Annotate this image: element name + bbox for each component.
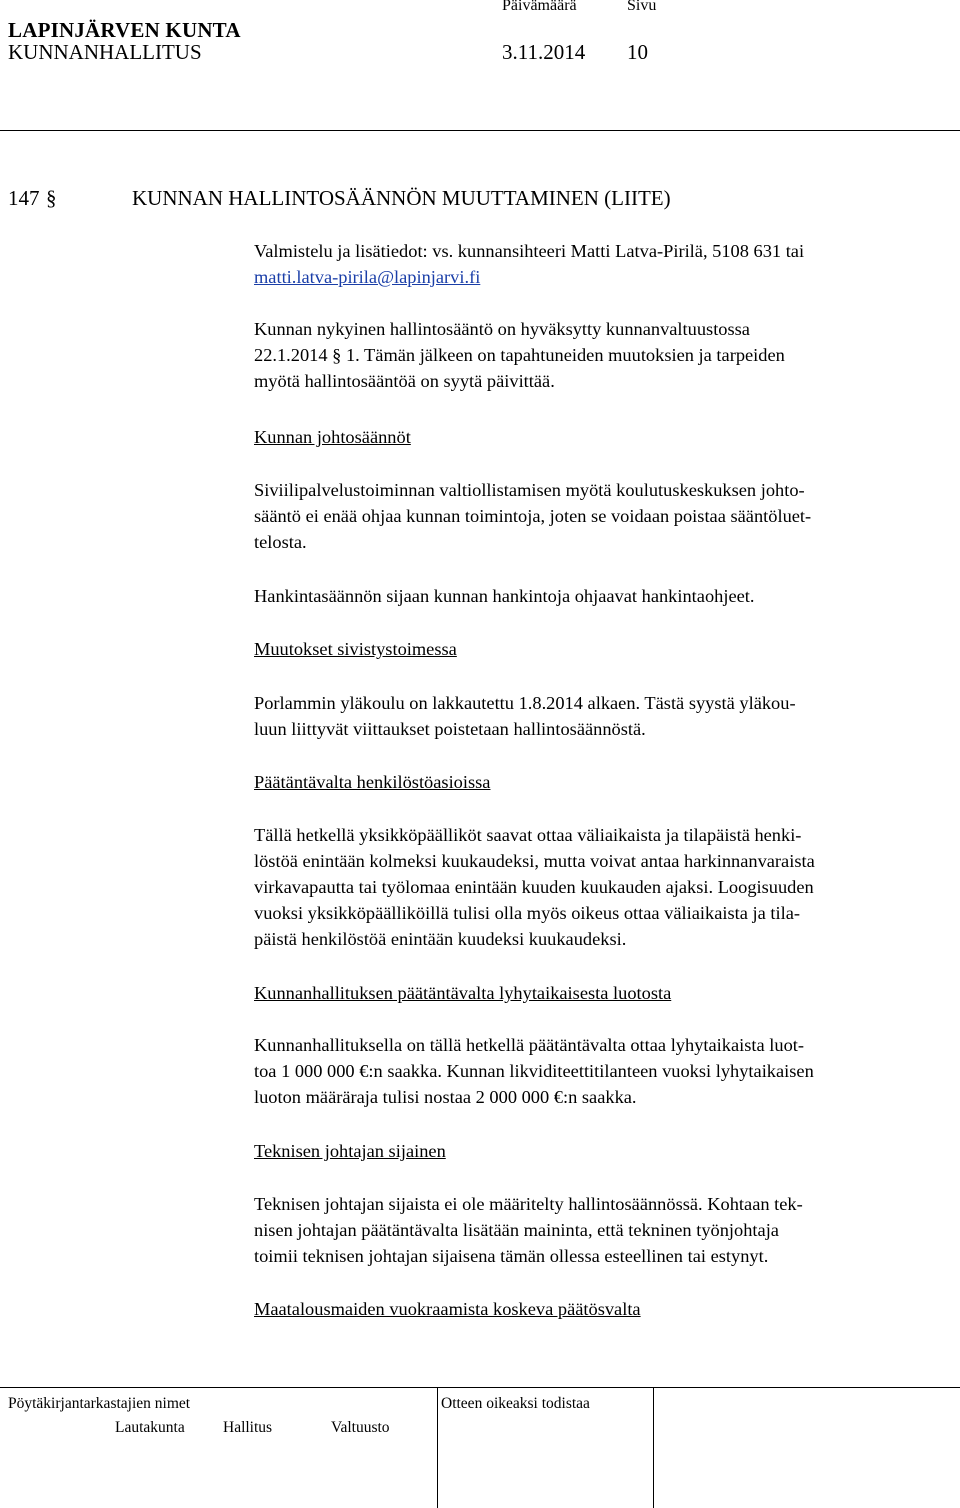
heading-sivistys: Muutokset sivistystoimessa [254, 639, 457, 659]
luotto-heading-block [254, 980, 954, 1006]
paragraph-line: toimii teknisen johtajan sijaisena tämän ollessa esteellinen tai estynyt. [254, 1246, 769, 1266]
paragraph-line: päistä henkilöstöä enintään kuudeksi kuukaudeksi. [254, 929, 627, 949]
heading-luotto: Kunnanhallituksen päätäntävalta lyhytaikaisesta luotosta [254, 983, 672, 1003]
heading-johtosaannot: Kunnan johtosäännöt [254, 427, 411, 447]
section-title: KUNNAN HALLINTOSÄÄNNÖN MUUTTAMINEN (LIITE) [132, 186, 671, 210]
department-name: KUNNANHALLITUS [8, 40, 202, 64]
johtosaannot-heading-block [254, 424, 954, 450]
intro-line: Kunnan nykyinen hallintosääntö on hyväksytty kunnanvaltuustossa [254, 319, 750, 339]
heading-henkilosto: Päätäntävalta henkilöstöasioissa [254, 772, 491, 792]
heading-maatalous: Maatalousmaiden vuokraamista koskeva päätösvalta [254, 1299, 641, 1319]
paragraph-line: toa 1 000 000 €:n saakka. Kunnan likviditeettitilanteen vuoksi lyhytaikaisen [254, 1061, 814, 1081]
henkilosto-paragraph [254, 822, 954, 952]
sivistys-paragraph [254, 690, 954, 742]
paragraph-line: Hankintasäännön sijaan kunnan hankintoja ohjaavat hankintaohjeet. [254, 586, 755, 606]
intro-date: 22.1.2014 [254, 345, 328, 365]
paragraph-line: Teknisen johtajan sijaista ei ole määritelty hallintosäännössä. Kohtaan tek- [254, 1194, 803, 1214]
paragraph-line: sääntö ei enää ohjaa kunnan toimintoja, joten se voidaan poistaa sääntöluet- [254, 506, 812, 526]
paragraph-line: Tällä hetkellä yksikköpäälliköt saavat ottaa väliaikaista ja tilapäistä henki- [254, 825, 802, 845]
certified-label: Otteen oikeaksi todistaa [441, 1395, 590, 1412]
intro-section-symbol: § [332, 345, 342, 365]
footer-col-valtuusto: Valtuusto [331, 1419, 390, 1436]
footer-separator-1 [437, 1387, 438, 1508]
email-link[interactable]: matti.latva-pirila@lapinjarvi.fi [254, 267, 481, 287]
maatalous-heading-block [254, 1296, 954, 1322]
paragraph-line: löstöä enintään kolmeksi kuukaudeksi, mutta voivat antaa harkinnanvaraista [254, 851, 815, 871]
intro-line [254, 342, 954, 368]
paragraph-line: Porlammin yläkoulu on lakkautettu 1.8.2014 alkaen. Tästä syystä yläkou- [254, 693, 796, 713]
page-label: Sivu [627, 0, 657, 14]
luotto-paragraph [254, 1032, 954, 1110]
footer-divider [0, 1387, 960, 1388]
footer-col-hallitus: Hallitus [223, 1419, 273, 1436]
intro-text: 1. Tämän jälkeen on tapahtuneiden muutoksien ja tarpeiden [345, 345, 785, 365]
section-symbol: § [46, 186, 57, 210]
paragraph-line: telosta. [254, 532, 307, 552]
organization-name: LAPINJÄRVEN KUNTA [8, 18, 241, 42]
preparation-block [254, 238, 954, 290]
reviewers-label: Pöytäkirjantarkastajien nimet [8, 1395, 191, 1412]
footer-col-lautakunta: Lautakunta [115, 1419, 185, 1436]
footer-separator-2 [653, 1387, 654, 1508]
preparation-text: Valmistelu ja lisätiedot: vs. kunnansihteeri Matti Latva-Pirilä, 5108 631 tai [254, 241, 805, 261]
paragraph-line: vuoksi yksikköpäälliköillä tulisi olla myös oikeus ottaa väliaikaista ja tila- [254, 903, 801, 923]
intro-line: myötä hallintosääntöä on syytä päivittää. [254, 371, 555, 391]
paragraph-line: Kunnanhallituksella on tällä hetkellä päätäntävalta ottaa lyhytaikaista luot- [254, 1035, 804, 1055]
date-label: Päivämäärä [502, 0, 577, 14]
heading-tekninen: Teknisen johtajan sijainen [254, 1141, 446, 1161]
paragraph-line: nisen johtajan päätäntävalta lisätään maininta, että tekninen työnjohtaja [254, 1220, 779, 1240]
hankinta-paragraph [254, 583, 954, 609]
paragraph-line: virkavapautta tai työlomaa enintään kuuden kuukauden ajaksi. Loogisuuden [254, 877, 814, 897]
page-number: 10 [627, 40, 648, 64]
section-number: 147 [8, 186, 40, 210]
paragraph-line: luun liittyvät viittaukset poistetaan hallintosäännöstä. [254, 719, 646, 739]
paragraph-line: luoton määräraja tulisi nostaa 2 000 000 €:n saakka. [254, 1087, 637, 1107]
header-divider [0, 130, 960, 131]
henkilosto-heading-block [254, 769, 954, 795]
document-date: 3.11.2014 [502, 40, 586, 64]
tekninen-heading-block [254, 1138, 954, 1164]
tekninen-paragraph [254, 1191, 954, 1269]
johtosaannot-paragraph [254, 477, 954, 555]
paragraph-line: Siviilipalvelustoiminnan valtiollistamisen myötä koulutuskeskuksen johto- [254, 480, 805, 500]
sivistys-heading-block [254, 636, 954, 662]
intro-paragraph [254, 316, 954, 394]
